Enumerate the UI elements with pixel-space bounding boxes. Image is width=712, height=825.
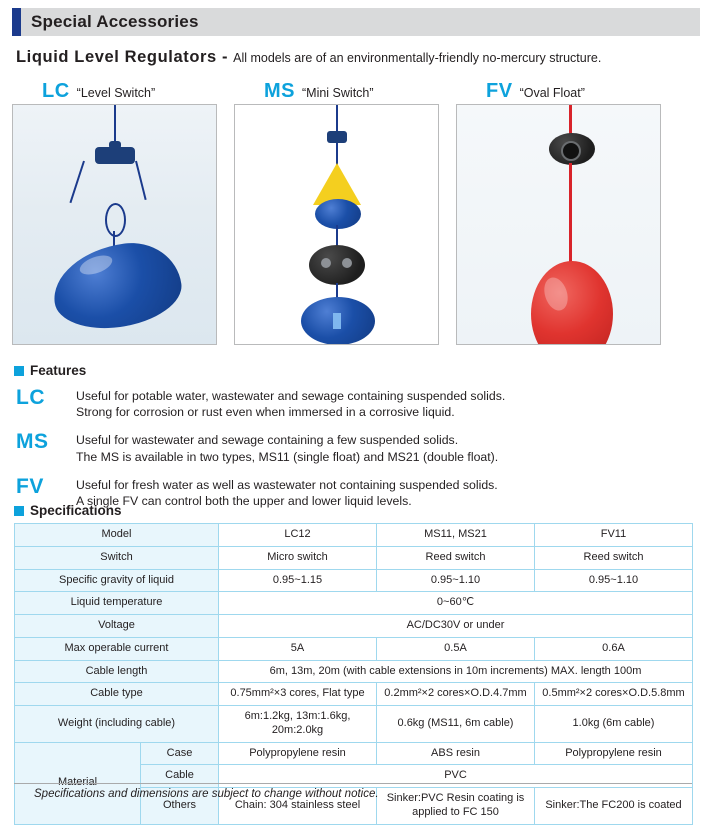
product-ms-code: MS bbox=[264, 80, 295, 102]
features-list bbox=[16, 385, 700, 518]
page-title: Special Accessories bbox=[31, 12, 199, 31]
table-row bbox=[15, 569, 693, 592]
specifications-heading bbox=[14, 503, 122, 518]
footnote-divider bbox=[14, 783, 692, 784]
cell-weight-ms: 0.6kg (MS11, 6m cable) bbox=[377, 706, 535, 743]
cell-voltage: AC/DC30V or under bbox=[219, 615, 693, 638]
cell-case-lc: Polypropylene resin bbox=[219, 742, 377, 765]
fv-cable-lower bbox=[569, 163, 572, 267]
row-label-material-others: Others bbox=[141, 788, 219, 825]
cell-current-fv: 0.6A bbox=[535, 637, 693, 660]
cell-model-fv: FV11 bbox=[535, 524, 693, 547]
feature-fv-text bbox=[76, 474, 498, 509]
product-lc bbox=[12, 80, 217, 345]
table-row bbox=[15, 592, 693, 615]
lc-clamp bbox=[95, 147, 135, 164]
table-row bbox=[15, 615, 693, 638]
cell-gravity-ms: 0.95~1.10 bbox=[377, 569, 535, 592]
feature-ms-code: MS bbox=[16, 430, 49, 454]
features-heading-label: Features bbox=[30, 363, 87, 378]
feature-lc-line2: Strong for corrosion or rust even when immersed in a corrosive liquid. bbox=[76, 405, 455, 420]
cell-cable-type-fv: 0.5mm²×2 cores×O.D.5.8mm bbox=[535, 683, 693, 706]
product-lc-label bbox=[12, 80, 217, 104]
ms-sinker-body bbox=[309, 245, 365, 285]
cell-cable-length: 6m, 13m, 20m (with cable extensions in 10m increments) MAX. length 100m bbox=[219, 660, 693, 683]
feature-lc-code: LC bbox=[16, 386, 45, 409]
lc-clamp-collar bbox=[109, 141, 121, 149]
feature-item-lc bbox=[16, 385, 700, 420]
table-row bbox=[15, 524, 693, 547]
product-fv-name: “Oval Float” bbox=[519, 86, 585, 100]
product-ms-name: “Mini Switch” bbox=[302, 86, 374, 100]
footnote-text: Specifications and dimensions are subject to change without notice. bbox=[34, 788, 379, 800]
row-label-weight: Weight (including cable) bbox=[15, 706, 219, 743]
specifications-heading-label: Specifications bbox=[30, 503, 122, 518]
cell-case-fv: Polypropylene resin bbox=[535, 742, 693, 765]
cell-weight-fv: 1.0kg (6m cable) bbox=[535, 706, 693, 743]
product-ms-image bbox=[234, 104, 439, 345]
fv-housing-port bbox=[561, 141, 581, 161]
row-label-model: Model bbox=[15, 524, 219, 547]
ms-sinker-hole-right bbox=[342, 258, 352, 268]
ms-cable-top bbox=[336, 105, 338, 133]
lc-wire-right bbox=[135, 161, 147, 200]
section-subtitle bbox=[16, 48, 700, 67]
product-ms-label bbox=[234, 80, 439, 104]
product-fv-image bbox=[456, 104, 661, 345]
cell-switch-ms: Reed switch bbox=[377, 546, 535, 569]
row-label-switch: Switch bbox=[15, 546, 219, 569]
cell-gravity-fv: 0.95~1.10 bbox=[535, 569, 693, 592]
cell-switch-fv: Reed switch bbox=[535, 546, 693, 569]
feature-ms-line2: The MS is available in two types, MS11 (single float) and MS21 (double float). bbox=[76, 449, 499, 464]
table-row bbox=[15, 660, 693, 683]
feature-ms-line1: Useful for wastewater and sewage containing a few suspended solids. bbox=[76, 433, 459, 448]
fv-oval-float bbox=[531, 261, 613, 345]
feature-lc-text bbox=[76, 385, 505, 420]
product-lc-name: “Level Switch” bbox=[76, 86, 156, 100]
row-label-material-case: Case bbox=[141, 742, 219, 765]
product-lc-image bbox=[12, 104, 217, 345]
header-accent-bar bbox=[12, 8, 21, 36]
cell-model-lc: LC12 bbox=[219, 524, 377, 547]
page-header bbox=[12, 8, 700, 36]
features-bullet-icon bbox=[14, 366, 24, 376]
feature-fv-code: FV bbox=[16, 474, 44, 498]
cell-switch-lc: Micro switch bbox=[219, 546, 377, 569]
row-label-max-current: Max operable current bbox=[15, 637, 219, 660]
specifications-table-wrap bbox=[14, 523, 692, 825]
ms-lower-float-marker bbox=[333, 313, 341, 329]
lc-chain-link bbox=[105, 203, 126, 237]
cell-case-ms: ABS resin bbox=[377, 742, 535, 765]
subtitle-description: All models are of an environmentally-friendly no-mercury structure. bbox=[233, 51, 602, 65]
product-fv bbox=[456, 80, 661, 345]
cell-weight-lc: 6m:1.2kg, 13m:1.6kg, 20m:2.0kg bbox=[219, 706, 377, 743]
cell-gravity-lc: 0.95~1.15 bbox=[219, 569, 377, 592]
table-row bbox=[15, 706, 693, 743]
table-row bbox=[15, 683, 693, 706]
cell-model-ms: MS11, MS21 bbox=[377, 524, 535, 547]
lc-float-body bbox=[48, 236, 186, 335]
ms-cable-lower bbox=[336, 225, 338, 247]
row-label-material-cable: Cable bbox=[141, 765, 219, 788]
feature-ms-text bbox=[76, 429, 498, 464]
cell-current-lc: 5A bbox=[219, 637, 377, 660]
row-label-liquid-temperature: Liquid temperature bbox=[15, 592, 219, 615]
product-lc-code: LC bbox=[42, 80, 70, 102]
cell-cable-type-ms: 0.2mm²×2 cores×O.D.4.7mm bbox=[377, 683, 535, 706]
ms-cable-mid bbox=[336, 143, 338, 165]
table-row bbox=[15, 637, 693, 660]
product-ms bbox=[234, 80, 439, 345]
ms-top-clamp bbox=[327, 131, 347, 143]
features-heading bbox=[14, 363, 86, 378]
ms-upper-float bbox=[315, 199, 361, 229]
cell-material-cable: PVC bbox=[219, 765, 693, 788]
product-gallery bbox=[12, 80, 700, 345]
cell-others-lc: Chain: 304 stainless steel bbox=[219, 788, 377, 825]
feature-fv-line2: A single FV can control both the upper and lower liquid levels. bbox=[76, 494, 412, 509]
row-label-cable-length: Cable length bbox=[15, 660, 219, 683]
feature-lc-line1: Useful for potable water, wastewater and sewage containing suspended solids. bbox=[76, 389, 506, 403]
cell-cable-type-lc: 0.75mm²×3 cores, Flat type bbox=[219, 683, 377, 706]
feature-item-ms bbox=[16, 429, 700, 464]
ms-sinker-hole-left bbox=[321, 258, 331, 268]
cell-others-ms: Sinker:PVC Resin coating is applied to FC 150 bbox=[377, 788, 535, 825]
cell-others-fv: Sinker:The FC200 is coated bbox=[535, 788, 693, 825]
product-fv-code: FV bbox=[486, 80, 513, 102]
table-row bbox=[15, 546, 693, 569]
subtitle-main-text: Liquid Level Regulators - bbox=[16, 48, 229, 66]
feature-fv-line1: Useful for fresh water as well as wastewater not containing suspended solids. bbox=[76, 477, 498, 492]
product-fv-label bbox=[456, 80, 661, 104]
cell-current-ms: 0.5A bbox=[377, 637, 535, 660]
specifications-table bbox=[14, 523, 693, 825]
row-label-voltage: Voltage bbox=[15, 615, 219, 638]
row-label-cable-type: Cable type bbox=[15, 683, 219, 706]
lc-wire-left bbox=[69, 161, 84, 203]
cell-liquid-temperature: 0~60℃ bbox=[219, 592, 693, 615]
table-row bbox=[15, 742, 693, 765]
specifications-bullet-icon bbox=[14, 506, 24, 516]
row-label-specific-gravity: Specific gravity of liquid bbox=[15, 569, 219, 592]
